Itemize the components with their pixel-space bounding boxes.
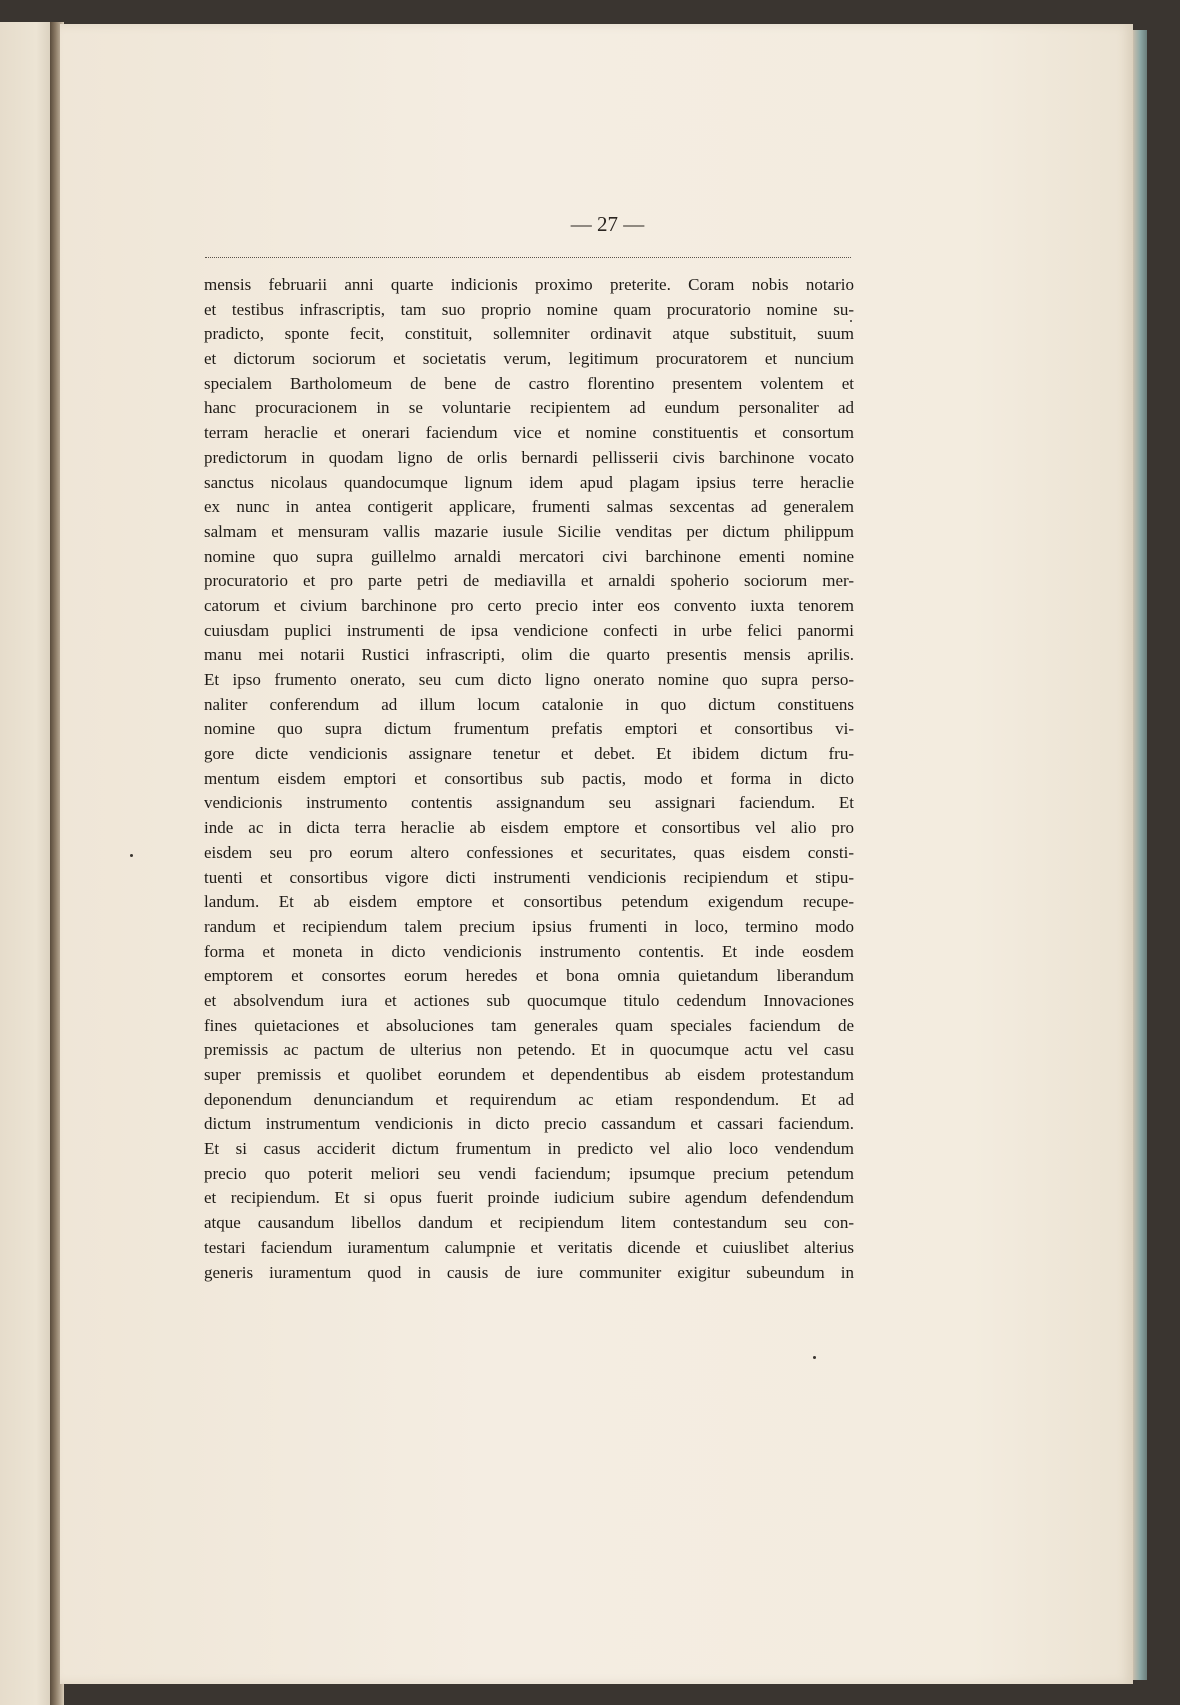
text-line: vendicionis instrumento contentis assignandum seu assignari faciendum. Et [204, 793, 854, 813]
text-line: nomine quo supra dictum frumentum prefatis emptori et consortibus vi- [204, 719, 854, 739]
text-line: et dictorum sociorum et societatis verum, legitimum procuratorem et nuncium [204, 349, 854, 369]
paper-speck [130, 854, 133, 857]
text-line: mensis februarii anni quarte indicionis proximo preterite. Coram nobis notario [204, 275, 854, 294]
text-line: precio quo poterit meliori seu vendi faciendum; ipsumque precium petendum [204, 1163, 854, 1183]
text-line: testari faciendum iuramentum calumpnie et veritatis dicende et cuiuslibet alterius [204, 1237, 854, 1257]
header-rule [205, 257, 851, 258]
text-line: hanc procuracionem in se voluntarie recipientem ad eundum personaliter ad [204, 398, 854, 418]
text-line: eisdem seu pro eorum altero confessiones et securitates, quas eisdem consti- [204, 842, 854, 862]
text-line: forma et moneta in dicto vendicionis instrumento contentis. Et inde eosdem [204, 941, 854, 961]
book-page [60, 24, 1133, 1684]
text-line: landum. Et ab eisdem emptore et consortibus petendum exigendum recupe- [204, 892, 854, 912]
text-line: catorum et civium barchinone pro certo precio inter eos convento iuxta tenorem [204, 595, 854, 615]
text-line: procuratorio et pro parte petri de mediavilla et arnaldi spoherio sociorum mer- [204, 571, 854, 591]
text-line: sanctus nicolaus quandocumque lignum idem apud plagam ipsius terre heraclie [204, 472, 854, 492]
text-line: et testibus infrascriptis, tam suo proprio nomine quam procuratorio nomine su- [204, 299, 854, 319]
text-line: emptorem et consortes eorum heredes et bona omnia quietandum liberandum [204, 966, 854, 986]
page-edge [1133, 30, 1147, 1680]
text-line: fines quietaciones et absoluciones tam generales quam speciales faciendum de [204, 1015, 854, 1035]
paper-speck [813, 1356, 816, 1359]
text-line: pradicto, sponte fecit, constituit, sollemniter ordinavit atque substituit, suum [204, 324, 854, 344]
facing-page [0, 22, 52, 1705]
text-line: predictorum in quodam ligno de orlis bernardi pellisserii civis barchinone vocato [204, 447, 854, 467]
page-number [60, 212, 1133, 237]
text-line: et absolvendum iura et actiones sub quocumque titulo cedendum Innovaciones [204, 990, 854, 1010]
text-line: gore dicte vendicionis assignare tenetur et debet. Et ibidem dictum fru- [204, 744, 854, 764]
text-line: super premissis et quolibet eorundem et dependentibus ab eisdem protestandum [204, 1065, 854, 1084]
text-line: specialem Bartholomeum de bene de castro florentino presentem volentem et [204, 373, 854, 393]
text-line: tuenti et consortibus vigore dicti instrumenti vendicionis recipiendum et stipu- [204, 867, 854, 887]
text-line: manu mei notarii Rustici infrascripti, olim die quarto presentis mensis aprilis. [204, 645, 854, 665]
text-line: atque causandum libellos dandum et recipiendum litem contestandum seu con- [204, 1213, 854, 1233]
text-line: randum et recipiendum talem precium ipsius frumenti in loco, termino modo [204, 916, 854, 936]
text-line: dictum instrumentum vendicionis in dicto precio cassandum et cassari faciendum. [204, 1114, 854, 1134]
paper-speck [850, 320, 852, 322]
text-line: Et si casus acciderit dictum frumentum in predicto vel alio loco vendendum [204, 1139, 854, 1159]
text-line: deponendum denunciandum et requirendum ac etiam respondendum. Et ad [204, 1089, 854, 1109]
text-line: inde ac in dicta terra heraclie ab eisdem emptore et consortibus vel alio pro [204, 818, 854, 838]
text-line: Et ipso frumento onerato, seu cum dicto ligno onerato nomine quo supra perso- [204, 670, 854, 689]
text-line: naliter conferendum ad illum locum catalonie in quo dictum constituens [204, 694, 854, 714]
text-line: nomine quo supra guillelmo arnaldi mercatori civi barchinone ementi nomine [204, 546, 854, 566]
page-body [204, 273, 854, 1285]
text-line: mentum eisdem emptori et consortibus sub pactis, modo et forma in dicto [204, 768, 854, 788]
text-line: salmam et mensuram vallis mazarie iusule Sicilie venditas per dictum philippum [204, 521, 854, 541]
text-line: cuiusdam puplici instrumenti de ipsa vendicione confecti in urbe felici panormi [204, 620, 854, 640]
text-line: premissis ac pactum de ulterius non petendo. Et in quocumque actu vel casu [204, 1040, 854, 1060]
page-number-text: — 27 — [570, 212, 645, 236]
text-line: generis iuramentum quod in causis de iure communiter exigitur subeundum in [204, 1262, 854, 1282]
text-line: et recipiendum. Et si opus fuerit proinde iudicium subire agendum defendendum [204, 1188, 854, 1208]
text-line: ex nunc in antea contigerit applicare, frumenti salmas sexcentas ad generalem [204, 497, 854, 517]
text-line: terram heraclie et onerari faciendum vice et nomine constituentis et consortum [204, 423, 854, 443]
